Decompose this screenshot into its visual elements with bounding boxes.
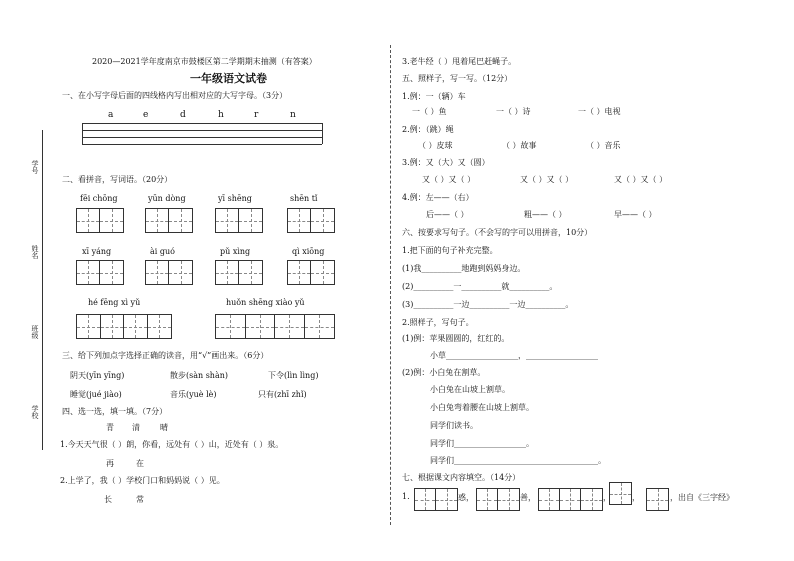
choice-6[interactable]: 只有(zhī zhǐ) bbox=[258, 390, 307, 399]
sec6-s2b: (2)例：小白兔在割草。 bbox=[402, 368, 486, 377]
answer-grid[interactable] bbox=[76, 260, 124, 285]
answer-grid[interactable] bbox=[476, 488, 520, 511]
sec7-t1: 惑， bbox=[458, 493, 474, 502]
sec5-example2: 2.例：（跳）绳 bbox=[402, 125, 454, 134]
sec6-s2b5[interactable]: 同学们____________________________________。 bbox=[430, 456, 606, 465]
fill-q1[interactable]: 1.今天天气很（ ）朗，你看，远处有（ ）山，近处有（ ）泉。 bbox=[60, 440, 284, 449]
pinyin-2: yūn dòng bbox=[148, 194, 186, 203]
sec5-1b[interactable]: 一（ ）诗 bbox=[496, 107, 531, 116]
pinyin-5: xī yáng bbox=[82, 247, 112, 256]
column-divider bbox=[390, 45, 391, 525]
sec6-s2b4[interactable]: 同学们__________________。 bbox=[430, 439, 534, 448]
answer-grid[interactable] bbox=[414, 488, 458, 511]
sec4-heading: 四、选一选，填一填。（7分） bbox=[62, 407, 168, 416]
sec6-s2b3: 同学们读书。 bbox=[430, 421, 478, 430]
pinyin-1: fēi chōng bbox=[80, 194, 118, 203]
pinyin-8: qì xiōng bbox=[292, 247, 325, 256]
fill-q3[interactable]: 3.老牛经（ ）甩着尾巴赶蝇子。 bbox=[402, 57, 517, 66]
sec6-s2a: (1)例：苹果圆圆的，红红的。 bbox=[402, 334, 510, 343]
margin-label-school: 学校 bbox=[31, 405, 39, 419]
choice-2[interactable]: 散步(sàn shàn) bbox=[170, 371, 228, 380]
sec6-s1a[interactable]: (1)我__________地跑到妈妈身边。 bbox=[402, 264, 526, 273]
answer-grid[interactable] bbox=[538, 488, 603, 511]
sec5-example3: 3.例：又（大）又（圆） bbox=[402, 158, 490, 167]
opt-chang1: 长 bbox=[104, 495, 112, 504]
sec7-t3: ， bbox=[603, 493, 611, 502]
sec3-heading: 三、给下列加点字选择正确的读音，用“√”画出来。（6分） bbox=[62, 351, 269, 360]
sec5-example4: 4.例：左——（右） bbox=[402, 193, 474, 202]
sec5-3a[interactable]: 又（ ）又（ ） bbox=[422, 175, 476, 184]
letter-e: e bbox=[143, 110, 149, 120]
pinyin-4: shēn tǐ bbox=[290, 194, 318, 203]
opt-zai1: 再 bbox=[106, 459, 114, 468]
sec1-heading: 一、在小写字母后面的四线格内写出相对应的大写字母。（3分） bbox=[62, 91, 288, 100]
sec5-2c[interactable]: （ ）音乐 bbox=[586, 141, 621, 150]
letter-h: h bbox=[218, 110, 224, 120]
letter-r: r bbox=[254, 110, 259, 120]
sec5-1c[interactable]: 一（ ）电视 bbox=[578, 107, 621, 116]
sec7-t4: ， bbox=[632, 493, 640, 502]
answer-grid[interactable] bbox=[215, 314, 335, 339]
sec5-1a[interactable]: 一（ ）鱼 bbox=[412, 107, 447, 116]
sec6-s2b1: 小白兔在山坡上割草。 bbox=[430, 385, 510, 394]
sec2-heading: 二、看拼音，写词语。（20分） bbox=[62, 175, 173, 184]
answer-grid[interactable] bbox=[287, 208, 335, 233]
binding-line bbox=[42, 130, 43, 450]
answer-grid[interactable] bbox=[145, 260, 193, 285]
choice-1[interactable]: 阴天(yīn yīng) bbox=[70, 371, 125, 380]
letter-a: a bbox=[108, 110, 114, 120]
margin-label-name: 姓名 bbox=[31, 245, 39, 259]
sec6-s2b2: 小白兔弯着腰在山坡上割草。 bbox=[430, 403, 534, 412]
sec5-2b[interactable]: （ ）故事 bbox=[502, 141, 537, 150]
choice-5[interactable]: 音乐(yuè lè) bbox=[170, 390, 217, 399]
pinyin-3: yī shēng bbox=[218, 194, 252, 203]
answer-grid[interactable] bbox=[145, 208, 193, 233]
letter-n: n bbox=[290, 110, 296, 120]
sec6-s2a1[interactable]: 小草__________________，__________________ bbox=[430, 351, 598, 360]
pinyin-9: hé fēng xì yǔ bbox=[88, 298, 141, 307]
choice-4[interactable]: 睡觉(jué jiào) bbox=[70, 390, 122, 399]
pinyin-7: pǔ xìng bbox=[220, 247, 251, 256]
answer-grid[interactable] bbox=[76, 314, 172, 339]
sec5-3c[interactable]: 又（ ）又（ ） bbox=[614, 175, 668, 184]
sec5-4a[interactable]: 后——（ ） bbox=[426, 210, 469, 219]
exam-title: 2020—2021学年度南京市鼓楼区第二学期期末抽测（有答案） bbox=[92, 57, 317, 66]
margin-label-id: 学号 bbox=[31, 160, 39, 174]
answer-grid[interactable] bbox=[215, 260, 263, 285]
letter-d: d bbox=[180, 110, 186, 120]
margin-label-class: 班级 bbox=[31, 325, 39, 339]
opt-qing2: 清 bbox=[132, 423, 140, 432]
pinyin-10: huǒn shēng xiào yǔ bbox=[226, 298, 305, 307]
sec5-3b[interactable]: 又（ ）又（ ） bbox=[520, 175, 574, 184]
sec5-example1: 1.例：一（辆）车 bbox=[402, 92, 466, 101]
answer-grid[interactable] bbox=[76, 208, 124, 233]
opt-qing3: 晴 bbox=[160, 423, 168, 432]
sec7-num: 1. bbox=[402, 492, 410, 501]
opt-qing1: 青 bbox=[106, 423, 114, 432]
sec6-s2: 2.照样子，写句子。 bbox=[402, 318, 474, 327]
fill-q2[interactable]: 2.上学了，我（ ）学校门口和妈妈说（ ）见。 bbox=[60, 476, 225, 485]
sec6-s1c[interactable]: (3)__________一边__________一边__________。 bbox=[402, 300, 574, 309]
sec7-heading: 七、根据课文内容填空。（14分） bbox=[402, 473, 521, 482]
sec5-4b[interactable]: 粗——（ ） bbox=[524, 210, 567, 219]
answer-grid[interactable] bbox=[215, 208, 263, 233]
opt-zai2: 在 bbox=[136, 459, 144, 468]
exam-subtitle: 一年级语文试卷 bbox=[190, 72, 267, 85]
answer-grid[interactable] bbox=[609, 482, 632, 505]
sec5-4c[interactable]: 早——（ ） bbox=[614, 210, 657, 219]
sec5-heading: 五、照样子，写一写。（12分） bbox=[402, 74, 513, 83]
opt-chang2: 常 bbox=[136, 495, 144, 504]
answer-grid[interactable] bbox=[287, 260, 335, 285]
sec7-t2: 善， bbox=[520, 493, 536, 502]
answer-grid[interactable] bbox=[646, 488, 669, 511]
sec6-s1: 1.把下面的句子补充完整。 bbox=[402, 246, 498, 255]
pinyin-6: ài guó bbox=[150, 247, 175, 256]
sec6-heading: 六、按要求写句子。（不会写的字可以用拼音，10分） bbox=[402, 228, 593, 237]
choice-3[interactable]: 下令(lìn lìng) bbox=[268, 371, 319, 380]
sec5-2a[interactable]: （ ）皮球 bbox=[418, 141, 453, 150]
sec7-t5: ，出自《三字经》 bbox=[670, 493, 734, 502]
sec6-s1b[interactable]: (2)__________一__________就__________。 bbox=[402, 282, 558, 291]
